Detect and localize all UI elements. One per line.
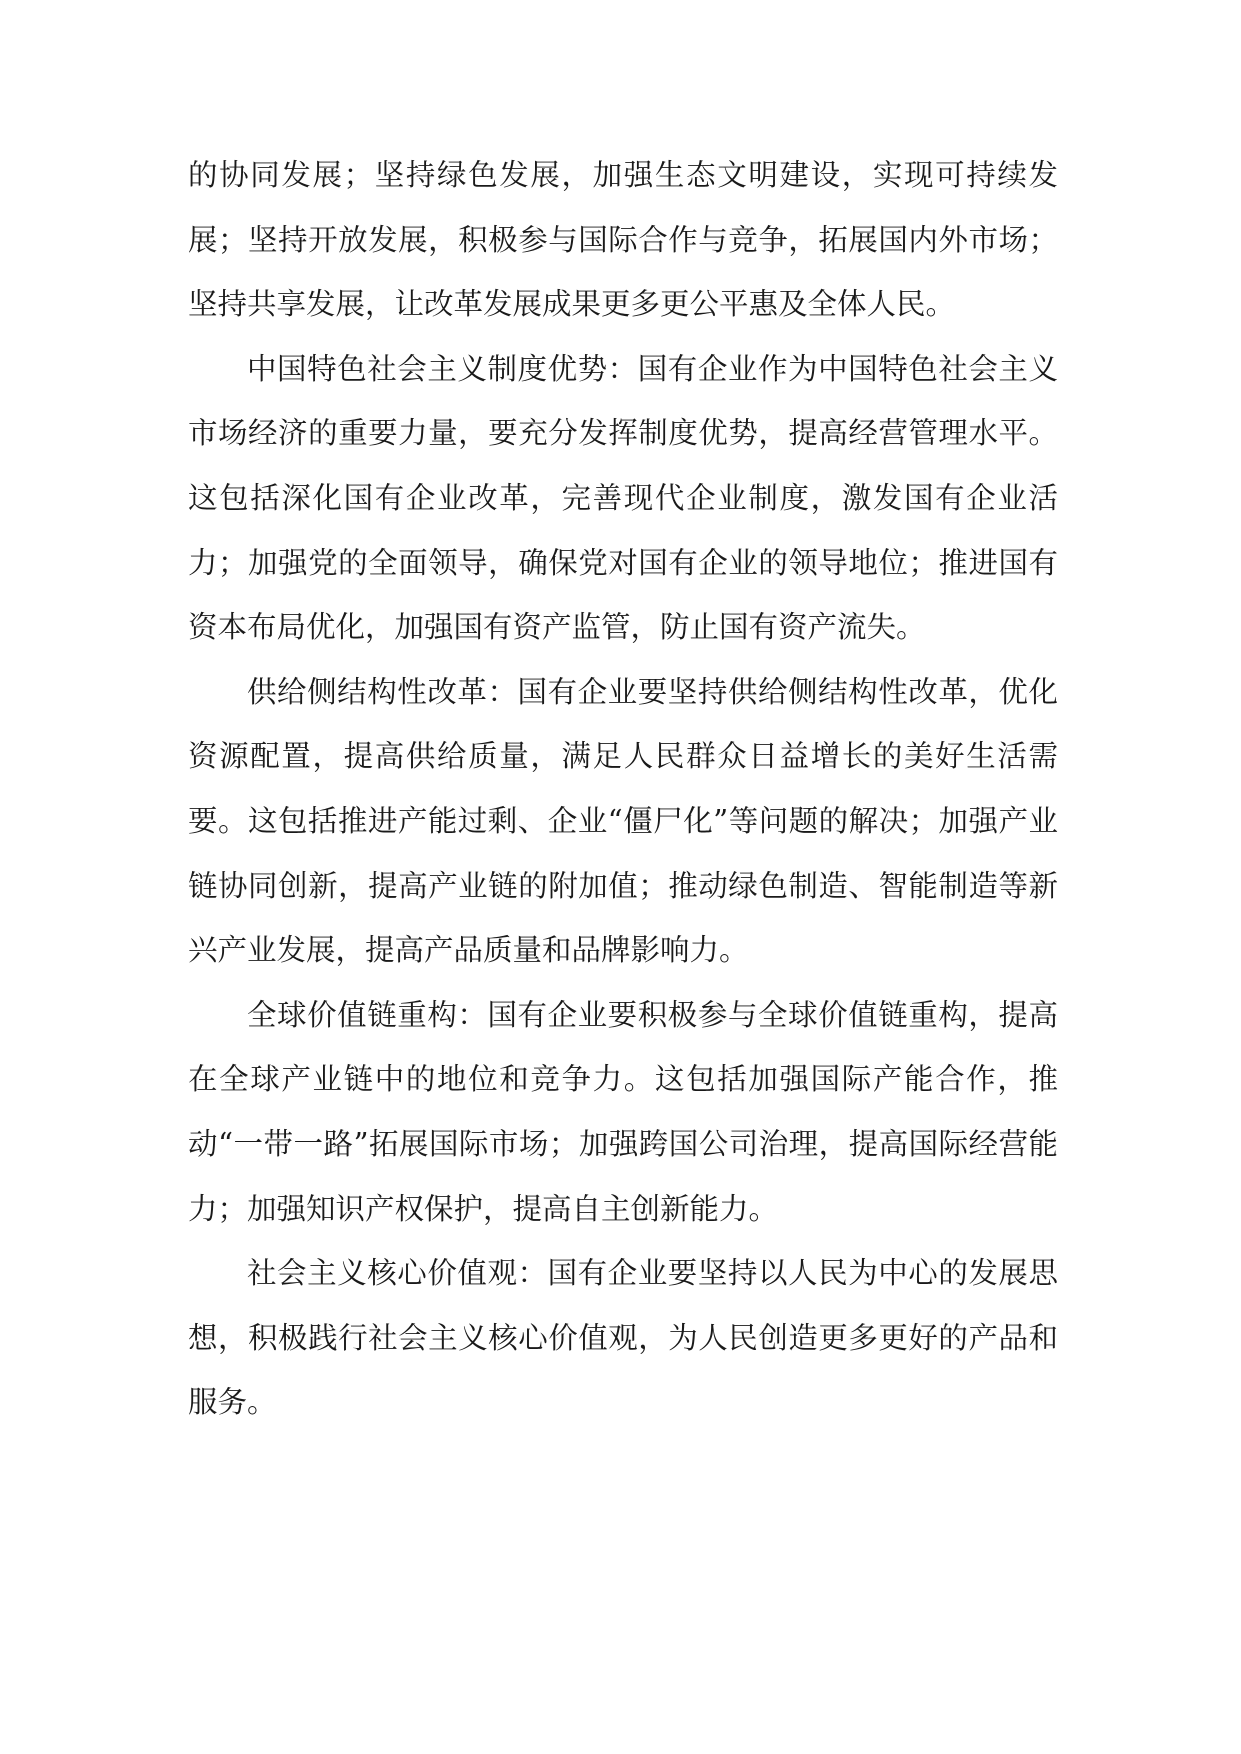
paragraph-continued: 的协同发展；坚持绿色发展，加强生态文明建设，实现可持续发展；坚持开放发展，积极参与国际合作与竞争，拓展国内外市场；坚持共享发展，让改革发展成果更多更公平惠及全体人民。 <box>188 158 1058 322</box>
document-body <box>188 143 1058 1435</box>
paragraph-core-values: 社会主义核心价值观：国有企业要坚持以人民为中心的发展思想，积极践行社会主义核心价值观，为人民创造更多更好的产品和服务。 <box>188 1256 1058 1420</box>
paragraph-supply-side-reform: 供给侧结构性改革：国有企业要坚持供给侧结构性改革，优化资源配置，提高供给质量，满足人民群众日益增长的美好生活需要。这包括推进产能过剩、企业“僵尸化”等问题的解决；加强产业链协同创新，提高产业链的附加值；推动绿色制造、智能制造等新兴产业发展，提高产品质量和品牌影响力。 <box>188 674 1058 968</box>
paragraph-global-value-chain: 全球价值链重构：国有企业要积极参与全球价值链重构，提高在全球产业链中的地位和竞争力。这包括加强国际产能合作，推动“一带一路”拓展国际市场；加强跨国公司治理，提高国际经营能力；加强知识产权保护，提高自主创新能力。 <box>188 997 1058 1226</box>
paragraph-system-advantage: 中国特色社会主义制度优势：国有企业作为中国特色社会主义市场经济的重要力量，要充分发挥制度优势，提高经营管理水平。这包括深化国有企业改革，完善现代企业制度，激发国有企业活力；加强党的全面领导，确保党对国有企业的领导地位；推进国有资本布局优化，加强国有资产监管，防止国有资产流失。 <box>188 351 1058 645</box>
